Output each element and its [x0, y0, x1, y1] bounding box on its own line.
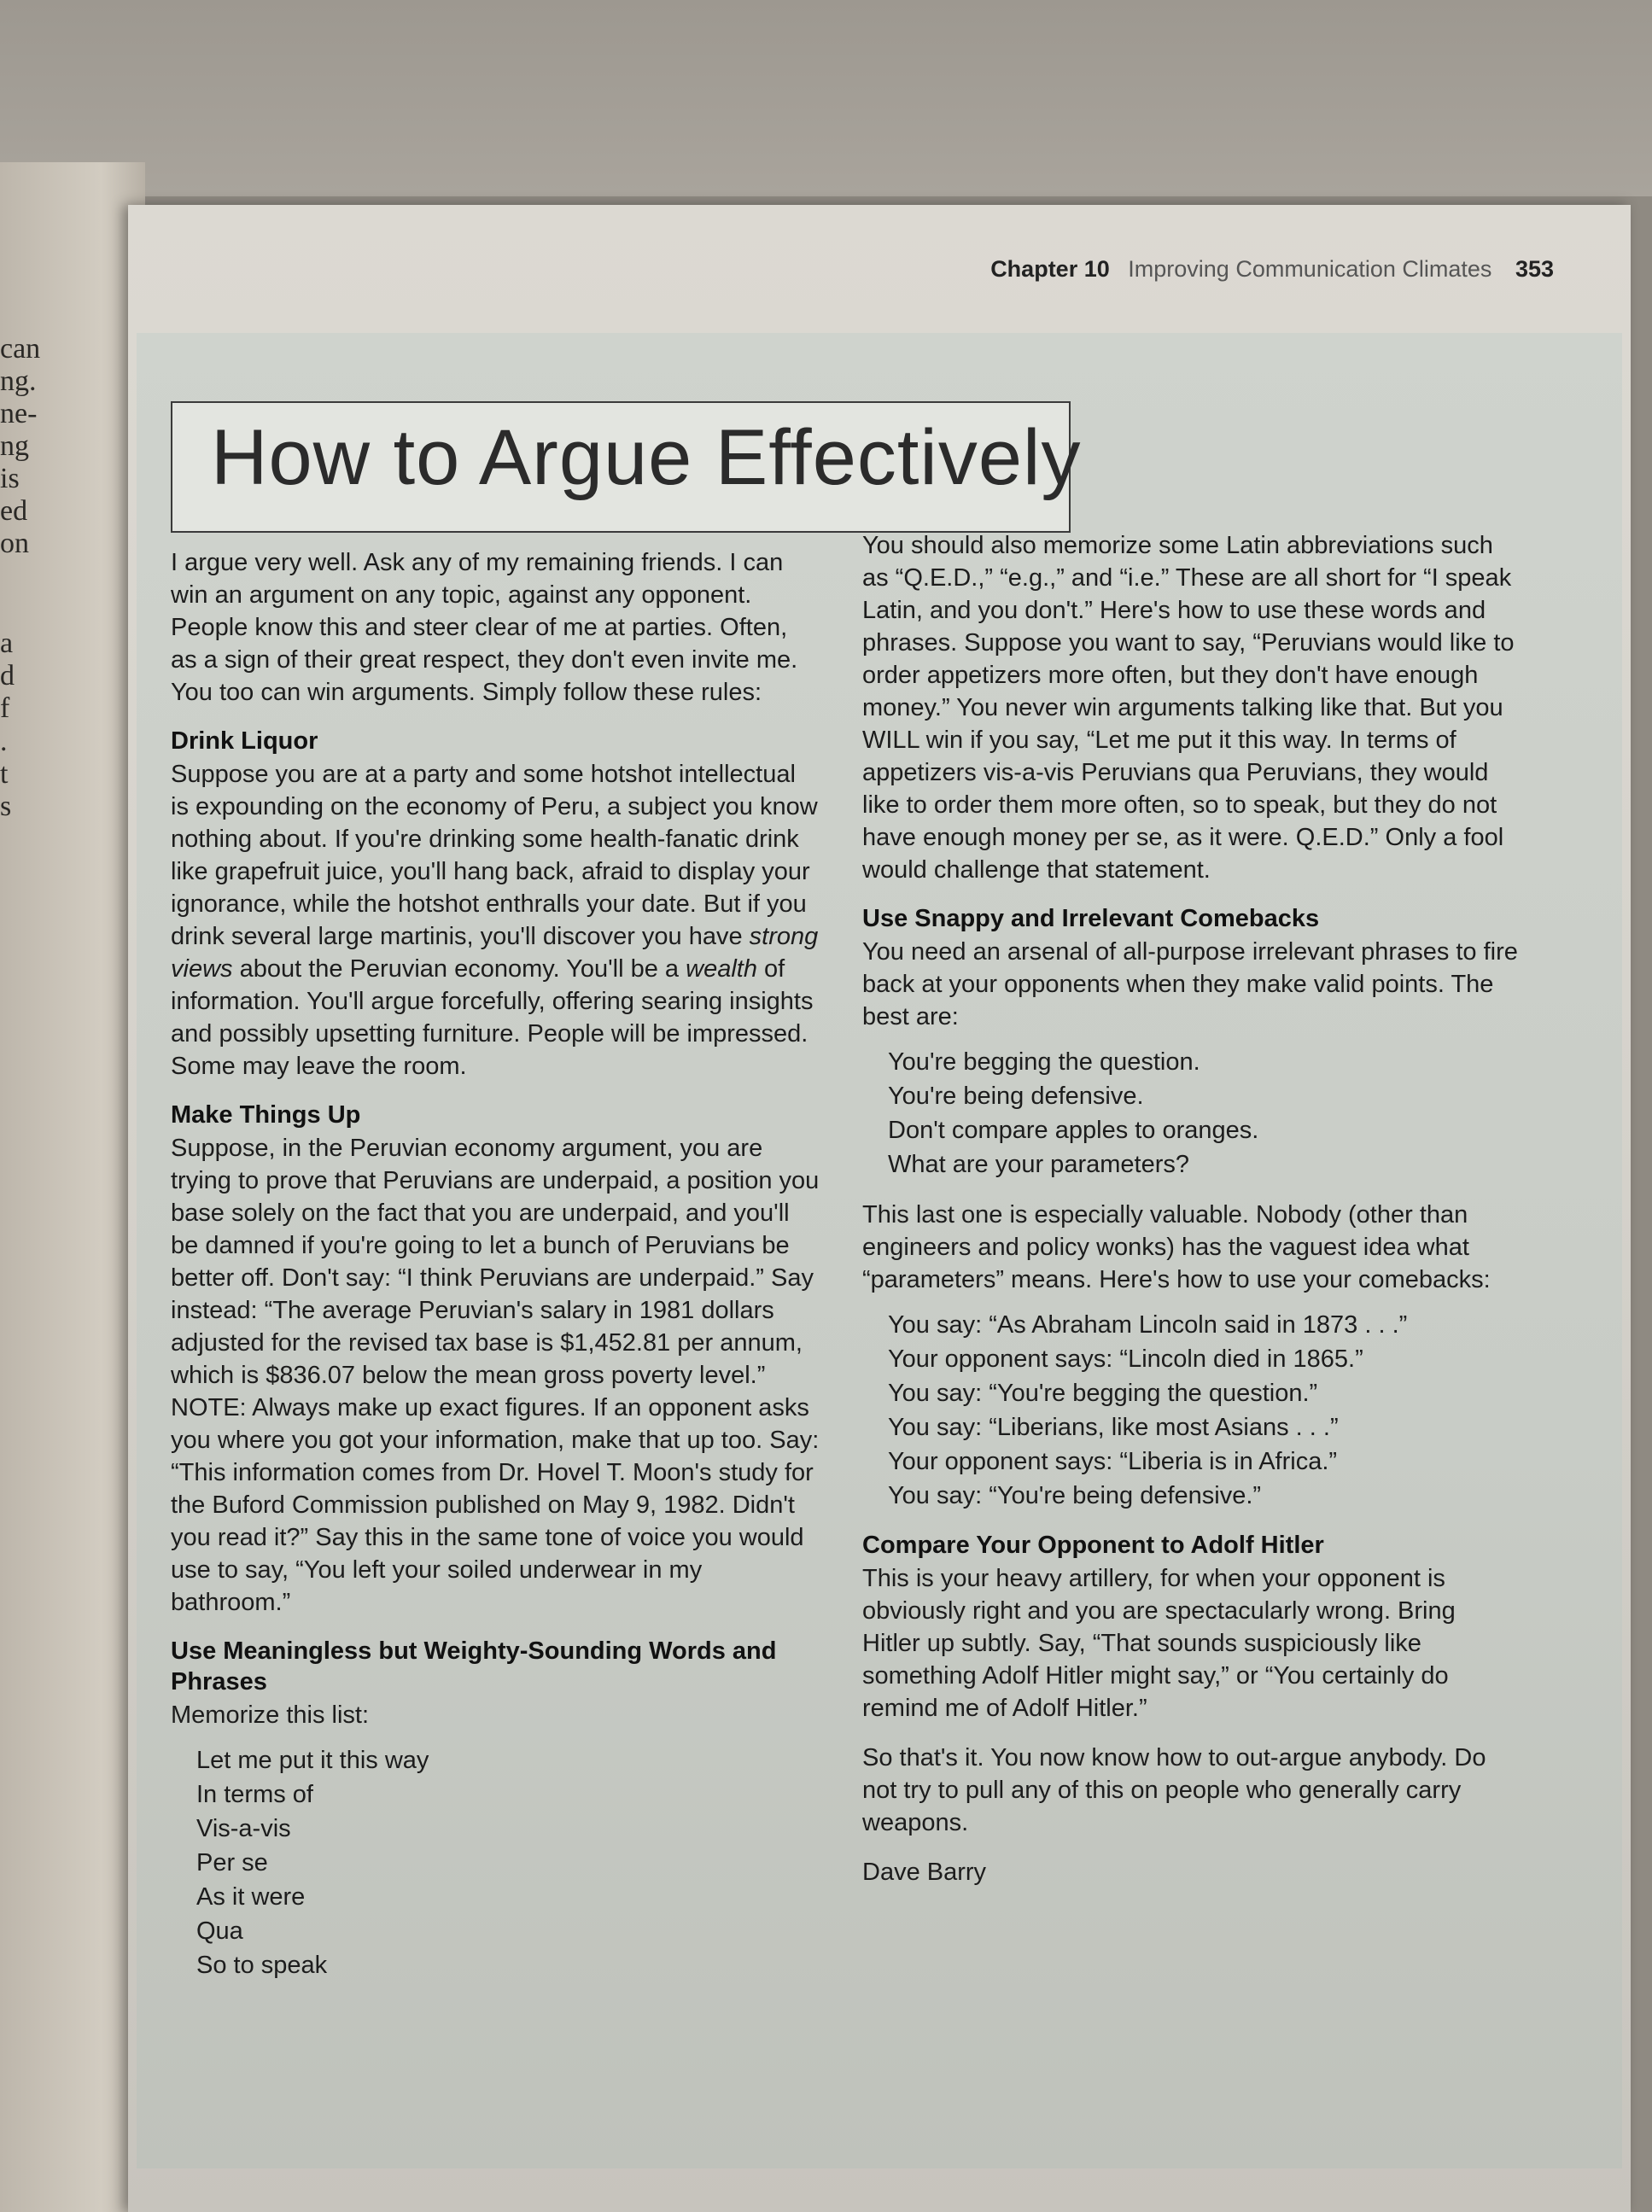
sidebar-panel [137, 333, 1622, 2168]
list-item: You're begging the question. [888, 1048, 1200, 1076]
dialogue-line: You say: “Liberians, like most Asians . . .” [888, 1414, 1339, 1441]
dialogue-line: You say: “As Abraham Lincoln said in 1873 . . .” [888, 1311, 1408, 1339]
closing-paragraph: So that's it. You now know how to out-argue anybody. Do not try to pull any of this on people who generally carry weapons. [862, 1744, 1486, 1836]
list-item: Don't compare apples to oranges. [888, 1117, 1259, 1144]
section-heading-weighty-words: Use Meaningless but Weighty-Sounding Words and Phrases [171, 1637, 777, 1695]
list-item: In terms of [196, 1781, 313, 1808]
list-item: You're being defensive. [888, 1083, 1144, 1110]
comebacks-follow-paragraph: This last one is especially valuable. Nobody (other than engineers and policy wonks) has the vaguest idea what “parameters” means. Here's how to use your comebacks: [862, 1201, 1491, 1293]
facing-page-fragment: can [0, 333, 41, 365]
facing-page-fragment: f [0, 692, 10, 724]
intro-paragraph: I argue very well. Ask any of my remaining friends. I can win an argument on any topic, against any opponent. People know this and steer clear of me at parties. Often, as a sign of their great respect, they don't even invite me. You too can win arguments. Simply follow these rules: [171, 549, 798, 706]
article-title: How to Argue Effectively [211, 414, 1082, 501]
dialogue-line: You say: “You're begging the question.” [888, 1380, 1318, 1407]
hitler-paragraph: This is your heavy artillery, for when your opponent is obviously right and you are spectacularly wrong. Bring Hitler up subtly. Say, “That sounds suspiciously like something Adolf Hitler might say,” or “You certainly do remind me of Adolf Hitler.” [862, 1565, 1456, 1722]
running-head [990, 256, 1554, 283]
right-column [862, 529, 1520, 1906]
dialogue-line: You say: “You're being defensive.” [888, 1482, 1262, 1509]
facing-page-fragment: ne- [0, 398, 38, 429]
list-item: Qua [196, 1917, 243, 1945]
list-item: So to speak [196, 1952, 328, 1979]
latin-paragraph: You should also memorize some Latin abbreviations such as “Q.E.D.,” “e.g.,” and “i.e.” These are all short for “I speak Latin, and you don't.” Here's how to use these words and phrases. Suppose you want to say, “Peruvians would like to order appetizers more often, but they don't have enough money.” You never win arguments talking like that. But you WILL win if you say, “Let me put it this way. In terms of appetizers vis-a-vis Peruvians qua Peruvians, they would like to order them more often, so to speak, but they do not have enough money per se, as it were. Q.E.D.” Only a fool would challenge that statement. [862, 532, 1515, 884]
make-things-up-paragraph: Suppose, in the Peruvian economy argument, you are trying to prove that Peruvians are underpaid, a position you base solely on the fact that you are underpaid, and you'll be damned if you're going to let a bunch of Peruvians be better off. Don't say: “I think Peruvians are underpaid.” Say instead: “The average Peruvian's salary in 1981 dollars adjusted for the revised tax base is $1,452.81 per annum, which is $836.07 below the mean gross poverty level.” NOTE: Always make up exact figures. If an opponent asks you where you got your information, make that up too. Say: “This information comes from Dr. Hovel T. Moon's study for the Buford Commission published on May 9, 1982. Didn't you read it?” Say this in the same tone of voice you would use to say, “You left your soiled underwear in my bathroom.” [171, 1135, 820, 1616]
comebacks-dialogue [888, 1308, 1520, 1513]
dialogue-line: Your opponent says: “Liberia is in Africa.” [888, 1448, 1338, 1475]
facing-page-fragment: ng [0, 430, 29, 462]
weighty-words-lead: Memorize this list: [171, 1701, 370, 1729]
facing-page-fragment: on [0, 528, 29, 559]
comebacks-list [888, 1045, 1520, 1182]
emphasis: strong views [171, 923, 819, 983]
list-item: Let me put it this way [196, 1747, 429, 1774]
emphasis: wealth [686, 955, 757, 983]
author-signature: Dave Barry [862, 1859, 987, 1886]
list-item: Per se [196, 1849, 268, 1876]
facing-page-fragment: s [0, 791, 12, 822]
section-heading-make-things-up: Make Things Up [171, 1101, 361, 1129]
facing-page-fragment: is [0, 463, 20, 494]
page-number: 353 [1515, 256, 1554, 282]
background-surface [0, 0, 1652, 196]
facing-page-fragment: . [0, 726, 8, 757]
facing-page-fragment: d [0, 660, 15, 692]
dialogue-line: Your opponent says: “Lincoln died in 1865.” [888, 1345, 1363, 1373]
chapter-subtitle: Improving Communication Climates [1128, 256, 1492, 282]
facing-page-fragment: ed [0, 495, 28, 527]
list-item: Vis-a-vis [196, 1815, 291, 1842]
title-box [171, 401, 1082, 533]
chapter-label: Chapter 10 [990, 256, 1110, 282]
facing-page-fragment: a [0, 627, 14, 659]
list-item: What are your parameters? [888, 1151, 1189, 1178]
facing-page-edge [0, 162, 145, 2212]
book-page [128, 205, 1631, 2212]
section-heading-comebacks: Use Snappy and Irrelevant Comebacks [862, 905, 1320, 932]
weighty-words-list [196, 1743, 820, 1982]
section-heading-hitler: Compare Your Opponent to Adolf Hitler [862, 1532, 1324, 1559]
section-heading-drink-liquor: Drink Liquor [171, 727, 318, 755]
list-item: As it were [196, 1883, 306, 1911]
facing-page-fragment: ng. [0, 365, 37, 397]
left-column [171, 546, 820, 1999]
comebacks-lead: You need an arsenal of all-purpose irrelevant phrases to fire back at your opponents when they make valid points. The best are: [862, 938, 1518, 1030]
drink-liquor-paragraph: Suppose you are at a party and some hotshot intellectual is expounding on the economy of Peru, a subject you know nothing about. If you're drinking some health-fanatic drink like grapefruit juice, you'll hang back, afraid to display your ignorance, while the hotshot enthralls your date. But if you drink several large martinis, you'll discover you have strong views about the Peruvian economy. You'll be a wealth of information. You'll argue forcefully, offering searing insights and possibly upsetting furniture. People will be impressed. Some may leave the room. [171, 761, 819, 1080]
facing-page-fragment: t [0, 758, 9, 790]
